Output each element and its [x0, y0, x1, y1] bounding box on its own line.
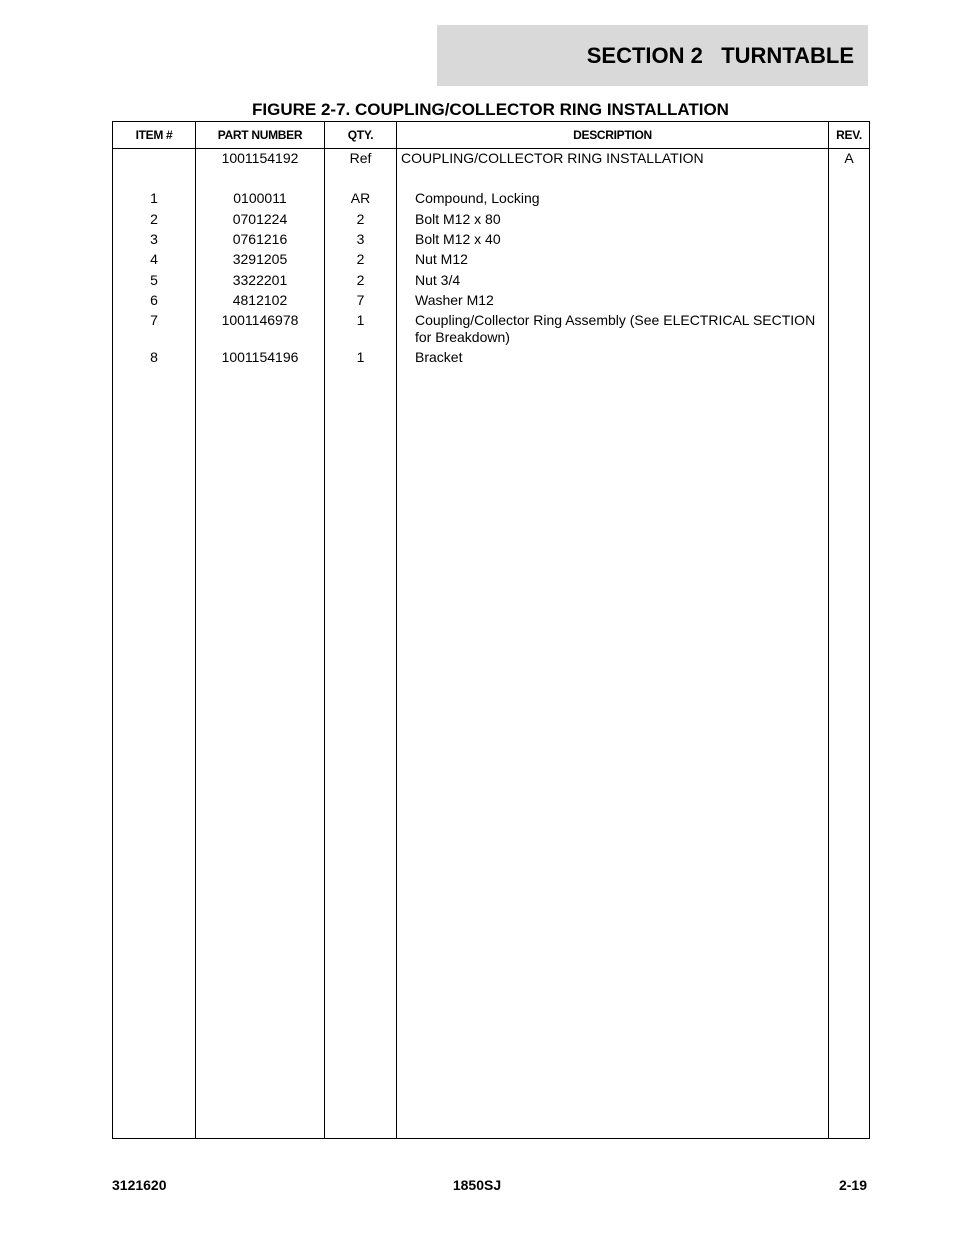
column-divider — [396, 122, 397, 1138]
quantity: 1 — [356, 349, 365, 365]
item-number: 6 — [150, 292, 158, 308]
part-number: 1001154192 — [221, 150, 299, 166]
description: Bolt M12 x 80 — [415, 211, 501, 227]
footer-doc-number: 3121620 — [112, 1177, 167, 1193]
item-number: 2 — [150, 211, 158, 227]
description: Nut 3/4 — [415, 272, 461, 288]
description: Bracket — [415, 349, 463, 365]
column-header-item: ITEM # — [135, 128, 173, 142]
footer-model: 1850SJ — [452, 1177, 502, 1193]
quantity: 3 — [356, 231, 365, 247]
column-header-rev: REV. — [836, 128, 862, 142]
column-header-description: DESCRIPTION — [573, 128, 652, 142]
part-number: 3291205 — [232, 251, 288, 267]
description: COUPLING/COLLECTOR RING INSTALLATION — [401, 150, 704, 166]
part-number: 1001146978 — [221, 312, 299, 328]
column-header-part-number: PART NUMBER — [217, 128, 303, 142]
part-number: 0761216 — [232, 231, 288, 247]
quantity: 2 — [356, 251, 365, 267]
description: Coupling/Collector Ring Assembly (See ELECTRICAL SECTION for Breakdown) — [415, 312, 816, 345]
item-number: 3 — [150, 231, 158, 247]
quantity: 2 — [356, 211, 365, 227]
description: Bolt M12 x 40 — [415, 231, 501, 247]
parts-table — [112, 121, 870, 1139]
quantity: AR — [350, 190, 371, 206]
item-number: 8 — [150, 349, 158, 365]
quantity: Ref — [349, 150, 372, 166]
quantity: 1 — [356, 312, 365, 328]
header-divider — [113, 148, 869, 149]
item-number: 5 — [150, 272, 158, 288]
figure-title: FIGURE 2-7. COUPLING/COLLECTOR RING INSTALLATION — [252, 100, 729, 119]
footer-page-number: 2-19 — [838, 1177, 867, 1193]
part-number: 1001154196 — [221, 349, 299, 365]
quantity: 7 — [356, 292, 365, 308]
section-title: SECTION 2 TURNTABLE — [586, 42, 854, 68]
description: Compound, Locking — [415, 190, 540, 206]
column-header-qty: QTY. — [347, 128, 374, 142]
section-header — [437, 25, 868, 86]
item-number: 1 — [150, 190, 158, 206]
item-number: 7 — [150, 312, 158, 328]
item-number: 4 — [150, 251, 158, 267]
part-number: 0701224 — [232, 211, 288, 227]
description: Nut M12 — [415, 251, 468, 267]
part-number: 3322201 — [232, 272, 288, 288]
description: Washer M12 — [415, 292, 494, 308]
quantity: 2 — [356, 272, 365, 288]
column-divider — [828, 122, 829, 1138]
part-number: 0100011 — [233, 190, 287, 206]
revision: A — [844, 150, 854, 166]
part-number: 4812102 — [232, 292, 288, 308]
